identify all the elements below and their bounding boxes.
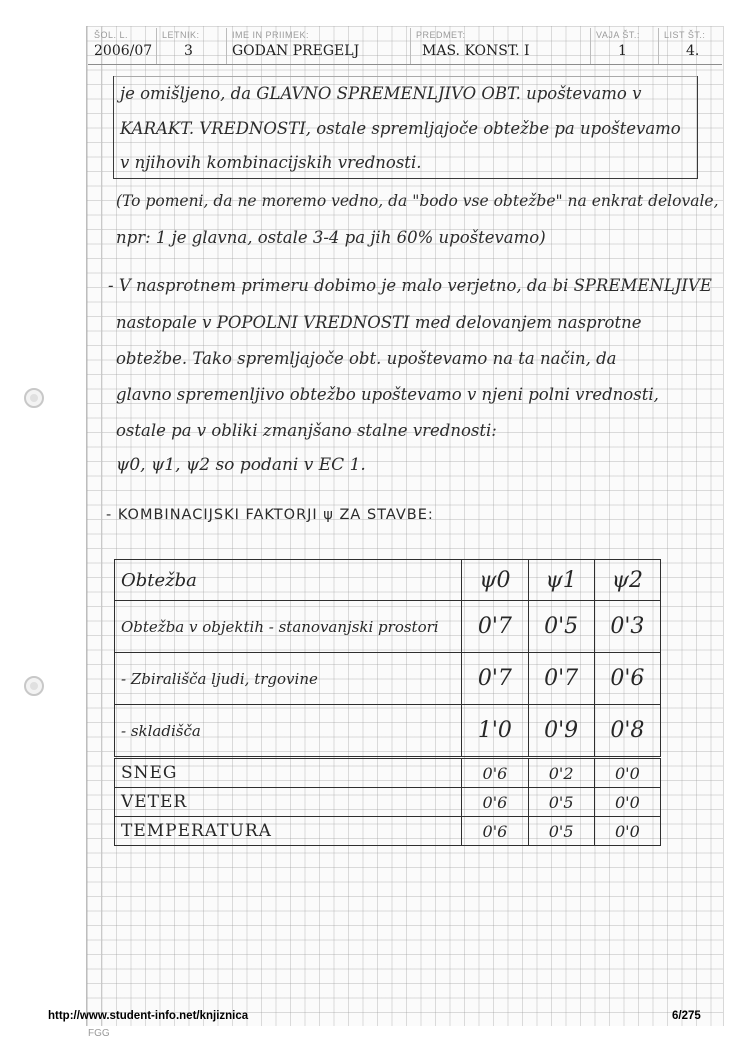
header-field-subject: PREDMET: MAS. KONST. I <box>410 28 591 64</box>
table-header-row <box>115 560 661 601</box>
header-field-year: LETNIK: 3 <box>156 28 227 64</box>
note-line: obtežbe. Tako spremljajoče obt. upoštevamo na ta način, da <box>116 349 617 368</box>
note-line: glavno spremenljivo obtežbo upoštevamo v njeni polni vrednosti, <box>116 385 659 404</box>
note-line: KARAKT. VREDNOSTI, ostale spremljajoče obtežbe pa upoštevamo <box>120 119 681 138</box>
table-cell: 0'8 <box>594 705 660 758</box>
column-header: ψ1 <box>528 560 594 601</box>
table-cell: 0'6 <box>594 653 660 705</box>
table-row <box>115 788 661 817</box>
table-cell: 0'0 <box>594 817 660 846</box>
column-header: Obtežba <box>115 560 462 601</box>
punch-hole-icon <box>24 388 44 408</box>
table-cell: 0'7 <box>462 601 528 653</box>
punch-hole-icon <box>24 676 44 696</box>
table-cell: SNEG <box>115 758 462 788</box>
page-number: 6/275 <box>672 1010 701 1022</box>
footer-url-link[interactable]: http://www.student-info.net/knjiznica <box>48 1010 249 1022</box>
note-line: - V nasprotnem primeru dobimo je malo verjetno, da bi SPREMENLJIVE <box>108 276 712 295</box>
table-cell: 0'3 <box>594 601 660 653</box>
note-line: (To pomeni, da ne moremo vedno, da "bodo vse obtežbe" na enkrat delovale, <box>116 192 719 210</box>
table-cell: 0'0 <box>594 758 660 788</box>
table-cell: 0'5 <box>528 817 594 846</box>
table-cell: 0'7 <box>462 653 528 705</box>
table-cell: 0'5 <box>528 601 594 653</box>
table-cell: - Zbirališča ljudi, trgovine <box>115 653 462 705</box>
combination-factors-table <box>114 559 661 846</box>
note-line: npr: 1 je glavna, ostale 3-4 pa jih 60% upoštevamo) <box>116 228 546 247</box>
table-cell: 0'7 <box>528 653 594 705</box>
column-header: ψ0 <box>462 560 528 601</box>
table-row <box>115 705 661 758</box>
margin-line <box>101 26 102 1026</box>
table-cell: 1'0 <box>462 705 528 758</box>
table-cell: - skladišča <box>115 705 462 758</box>
table-cell: 0'5 <box>528 788 594 817</box>
table-row <box>115 601 661 653</box>
table-cell: 0'2 <box>528 758 594 788</box>
table-cell: 0'9 <box>528 705 594 758</box>
table-cell: TEMPERATURA <box>115 817 462 846</box>
note-line: je omišljeno, da GLAVNO SPREMENLJIVO OBT. upoštevamo v <box>120 84 642 103</box>
header-underline <box>88 64 722 65</box>
table-row <box>115 653 661 705</box>
header-field-exercise: VAJA ŠT.: 1 <box>590 28 659 64</box>
note-line: ψ0, ψ1, ψ2 so podani v EC 1. <box>116 455 366 475</box>
note-line: ostale pa v obliki zmanjšano stalne vrednosti: <box>116 421 497 440</box>
note-line: nastopale v POPOLNI VREDNOSTI med delovanjem nasprotne <box>116 313 642 332</box>
table-row <box>115 758 661 788</box>
header-field-sheet: LIST ŠT.: 4. <box>664 30 706 59</box>
table-cell: 0'6 <box>462 758 528 788</box>
note-line: v njihovih kombinacijskih vrednosti. <box>120 153 422 172</box>
page-header <box>88 28 722 64</box>
table-cell: 0'6 <box>462 788 528 817</box>
footer-mark: FGG <box>88 1028 110 1039</box>
section-heading: - KOMBINACIJSKI FAKTORJI ψ ZA STAVBE: <box>106 507 434 523</box>
table-cell: VETER <box>115 788 462 817</box>
table-cell: Obtežba v objektih - stanovanjski prostori <box>115 601 462 653</box>
table-row <box>115 817 661 846</box>
column-header: ψ2 <box>594 560 660 601</box>
header-field-name: IME IN PRIIMEK: GODAN PREGELJ <box>226 28 411 64</box>
header-field-school-year: ŠOL. L. 2006/07 <box>88 28 157 64</box>
table-cell: 0'6 <box>462 817 528 846</box>
table-cell: 0'0 <box>594 788 660 817</box>
